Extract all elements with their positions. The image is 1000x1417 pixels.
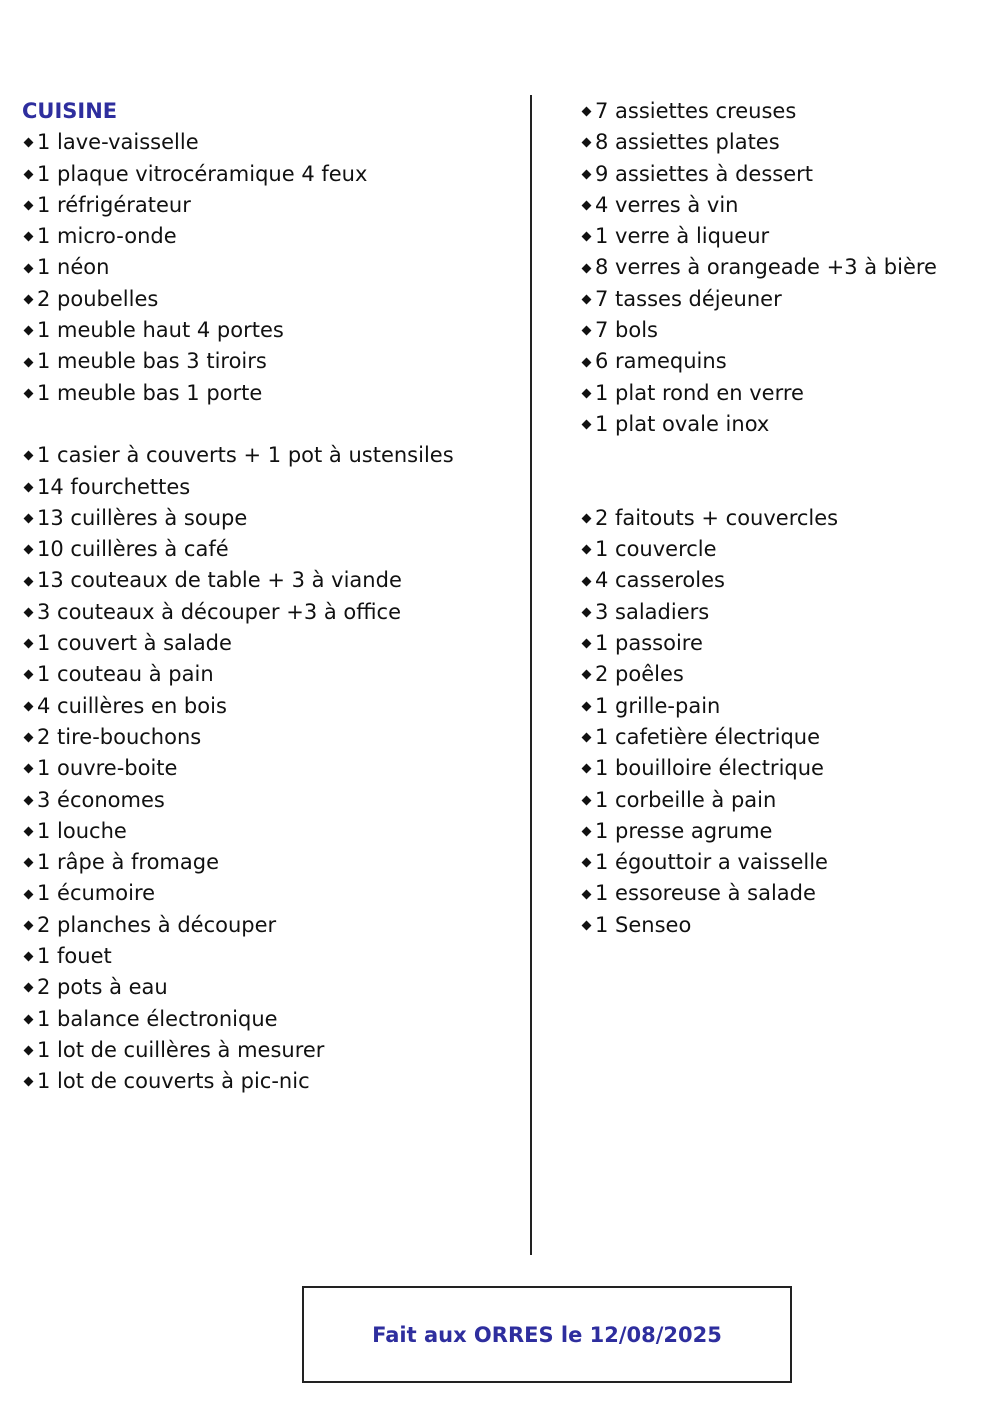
diamond-bullet-icon — [582, 357, 592, 367]
diamond-bullet-icon — [582, 670, 592, 680]
list-item-label: 1 plat ovale inox — [595, 411, 770, 436]
diamond-bullet-icon — [582, 858, 592, 868]
list-item-label: 1 réfrigérateur — [37, 192, 191, 217]
diamond-bullet-icon — [582, 420, 592, 430]
diamond-bullet-icon — [24, 858, 34, 868]
list-item — [22, 565, 522, 596]
list-item-label: 1 essoreuse à salade — [595, 881, 816, 906]
list-item-label: 1 néon — [37, 255, 110, 280]
diamond-bullet-icon — [24, 326, 34, 336]
list-item — [22, 941, 522, 972]
list-item-label: 1 corbeille à pain — [595, 787, 777, 812]
diamond-bullet-icon — [24, 357, 34, 367]
list-item-label: 14 fourchettes — [37, 474, 191, 499]
list-item — [22, 503, 522, 534]
list-item — [22, 252, 522, 283]
diamond-bullet-icon — [24, 827, 34, 837]
list-item — [580, 159, 980, 190]
diamond-bullet-icon — [582, 889, 592, 899]
list-item-label: 1 fouet — [37, 944, 112, 969]
list-item — [580, 565, 980, 596]
list-item-label: 1 ouvre-boite — [37, 756, 178, 781]
list-item-label: 2 planches à découper — [37, 912, 277, 937]
list-item-label: 4 verres à vin — [595, 192, 739, 217]
list-item-label: 7 bols — [595, 318, 658, 343]
diamond-bullet-icon — [582, 701, 592, 711]
list-item-label: 1 couteau à pain — [37, 662, 214, 687]
diamond-bullet-icon — [582, 639, 592, 649]
list-item — [580, 221, 980, 252]
list-item-label: 8 assiettes plates — [595, 130, 780, 155]
list-item-label: 1 couvercle — [595, 537, 717, 562]
diamond-bullet-icon — [24, 169, 34, 179]
diamond-bullet-icon — [24, 576, 34, 586]
diamond-bullet-icon — [582, 733, 592, 743]
list-item — [580, 127, 980, 158]
list-item — [22, 1066, 522, 1097]
list-item — [580, 378, 980, 409]
list-item-label: 7 assiettes creuses — [595, 99, 797, 123]
list-item-label: 1 Senseo — [595, 912, 692, 937]
list-spacer — [580, 440, 980, 503]
list-item-label: 1 plaque vitrocéramique 4 feux — [37, 161, 368, 186]
list-item — [22, 190, 522, 221]
diamond-bullet-icon — [582, 263, 592, 273]
diamond-bullet-icon — [582, 764, 592, 774]
diamond-bullet-icon — [24, 232, 34, 242]
diamond-bullet-icon — [24, 607, 34, 617]
list-item-label: 7 tasses déjeuner — [595, 286, 782, 311]
list-item — [22, 597, 522, 628]
list-item — [580, 816, 980, 847]
diamond-bullet-icon — [24, 733, 34, 743]
list-item — [22, 659, 522, 690]
diamond-bullet-icon — [24, 1077, 34, 1087]
list-item — [22, 847, 522, 878]
list-item — [22, 722, 522, 753]
column-divider — [530, 95, 532, 1255]
list-item — [22, 628, 522, 659]
signature-box — [302, 1286, 792, 1383]
diamond-bullet-icon — [24, 514, 34, 524]
list-item-label: 2 pots à eau — [37, 975, 168, 1000]
list-item — [580, 315, 980, 346]
right-item-list — [580, 96, 980, 941]
diamond-bullet-icon — [24, 1046, 34, 1056]
diamond-bullet-icon — [582, 920, 592, 930]
list-item-label: 2 faitouts + couvercles — [595, 505, 839, 530]
list-item-label: 10 cuillères à café — [37, 537, 229, 562]
list-item — [580, 252, 980, 283]
list-item-label: 8 verres à orangeade +3 à bière — [595, 255, 937, 280]
list-item-label: 1 lot de cuillères à mesurer — [37, 1037, 325, 1062]
diamond-bullet-icon — [582, 545, 592, 555]
list-item — [22, 878, 522, 909]
list-item — [22, 440, 522, 471]
diamond-bullet-icon — [582, 201, 592, 211]
list-item — [580, 409, 980, 440]
list-item — [22, 972, 522, 1003]
diamond-bullet-icon — [24, 294, 34, 304]
list-item — [22, 534, 522, 565]
list-item — [580, 878, 980, 909]
list-item — [580, 503, 980, 534]
list-item-label: 4 cuillères en bois — [37, 693, 227, 718]
list-item-label: 3 couteaux à découper +3 à office — [37, 599, 402, 624]
list-item-label: 1 meuble bas 3 tiroirs — [37, 349, 267, 374]
diamond-bullet-icon — [582, 326, 592, 336]
diamond-bullet-icon — [582, 294, 592, 304]
list-item-label: 13 couteaux de table + 3 à viande — [37, 568, 402, 593]
list-item — [580, 96, 980, 127]
list-item-label: 2 poubelles — [37, 286, 159, 311]
list-item-label: 1 verre à liqueur — [595, 224, 770, 249]
list-item — [580, 346, 980, 377]
list-item — [580, 753, 980, 784]
list-item-label: 1 presse agrume — [595, 818, 773, 843]
list-item-label: 1 passoire — [595, 631, 703, 656]
list-item-label: 1 grille-pain — [595, 693, 721, 718]
list-item — [22, 816, 522, 847]
left-item-list — [22, 127, 522, 1097]
list-item — [580, 190, 980, 221]
list-item — [580, 722, 980, 753]
list-item-label: 3 saladiers — [595, 599, 710, 624]
diamond-bullet-icon — [582, 576, 592, 586]
list-item-label: 4 casseroles — [595, 568, 725, 593]
diamond-bullet-icon — [24, 983, 34, 993]
diamond-bullet-icon — [582, 827, 592, 837]
diamond-bullet-icon — [24, 889, 34, 899]
list-item — [22, 1035, 522, 1066]
diamond-bullet-icon — [582, 169, 592, 179]
list-item — [22, 346, 522, 377]
list-item — [22, 910, 522, 941]
list-item — [22, 691, 522, 722]
list-item-label: 1 micro-onde — [37, 224, 177, 249]
diamond-bullet-icon — [24, 138, 34, 148]
list-item-label: 1 écumoire — [37, 881, 156, 906]
section-title: CUISINE — [22, 99, 118, 123]
list-item — [22, 753, 522, 784]
diamond-bullet-icon — [582, 795, 592, 805]
list-item-label: 1 bouilloire électrique — [595, 756, 824, 781]
list-item-label: 1 casier à couverts + 1 pot à ustensiles — [37, 443, 454, 468]
left-column — [22, 96, 522, 1098]
diamond-bullet-icon — [24, 701, 34, 711]
diamond-bullet-icon — [24, 920, 34, 930]
diamond-bullet-icon — [582, 607, 592, 617]
diamond-bullet-icon — [24, 451, 34, 461]
list-item — [580, 534, 980, 565]
list-item — [580, 284, 980, 315]
list-item-label: 1 couvert à salade — [37, 631, 232, 656]
list-item-label: 1 meuble haut 4 portes — [37, 318, 284, 343]
list-spacer — [22, 409, 522, 440]
list-item-label: 1 lot de couverts à pic-nic — [37, 1069, 310, 1094]
diamond-bullet-icon — [24, 639, 34, 649]
list-item-label: 1 lave-vaisselle — [37, 130, 199, 155]
list-item — [22, 284, 522, 315]
list-item-label: 1 râpe à fromage — [37, 850, 219, 875]
list-item-label: 3 économes — [37, 787, 165, 812]
list-item — [580, 628, 980, 659]
list-item — [580, 910, 980, 941]
list-item — [22, 315, 522, 346]
list-item — [580, 847, 980, 878]
diamond-bullet-icon — [24, 1014, 34, 1024]
diamond-bullet-icon — [24, 795, 34, 805]
list-item — [22, 1004, 522, 1035]
diamond-bullet-icon — [24, 482, 34, 492]
list-item — [22, 785, 522, 816]
diamond-bullet-icon — [582, 138, 592, 148]
diamond-bullet-icon — [24, 952, 34, 962]
list-item — [22, 127, 522, 158]
list-item — [22, 221, 522, 252]
list-item — [580, 597, 980, 628]
list-item-label: 9 assiettes à dessert — [595, 161, 814, 186]
list-item — [580, 785, 980, 816]
list-item-label: 1 plat rond en verre — [595, 380, 804, 405]
diamond-bullet-icon — [24, 263, 34, 273]
diamond-bullet-icon — [24, 545, 34, 555]
diamond-bullet-icon — [24, 201, 34, 211]
diamond-bullet-icon — [24, 388, 34, 398]
list-item — [580, 691, 980, 722]
diamond-bullet-icon — [24, 764, 34, 774]
list-item — [22, 159, 522, 190]
diamond-bullet-icon — [24, 670, 34, 680]
list-item-label: 1 balance électronique — [37, 1006, 278, 1031]
right-column — [580, 96, 980, 941]
list-item-label: 6 ramequins — [595, 349, 727, 374]
diamond-bullet-icon — [582, 388, 592, 398]
list-item — [22, 378, 522, 409]
signature-text: Fait aux ORRES le 12/08/2025 — [372, 1322, 722, 1347]
list-item-label: 2 poêles — [595, 662, 684, 687]
list-item-label: 1 meuble bas 1 porte — [37, 380, 263, 405]
list-item-label: 13 cuillères à soupe — [37, 505, 248, 530]
diamond-bullet-icon — [582, 514, 592, 524]
list-item-label: 1 cafetière électrique — [595, 724, 821, 749]
list-item — [580, 659, 980, 690]
diamond-bullet-icon — [582, 232, 592, 242]
list-item-label: 2 tire-bouchons — [37, 724, 202, 749]
list-item-label: 1 louche — [37, 818, 127, 843]
diamond-bullet-icon — [582, 107, 592, 117]
list-item — [22, 472, 522, 503]
list-item-label: 1 égouttoir a vaisselle — [595, 850, 828, 875]
